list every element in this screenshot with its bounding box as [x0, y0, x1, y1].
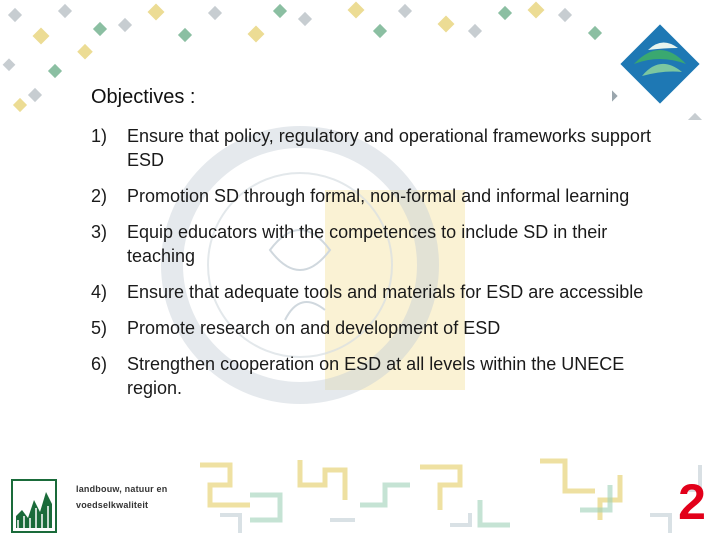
item-text: Promote research on and development of ESD	[127, 318, 501, 338]
list-item	[91, 220, 651, 268]
page-number: 2	[678, 474, 706, 530]
item-number: 1)	[91, 126, 108, 146]
item-number: 5)	[91, 318, 108, 338]
item-text: Promotion SD through formal, non-formal and informal learning	[127, 186, 630, 206]
list-item	[91, 124, 651, 172]
list-item	[91, 184, 651, 208]
list-item	[91, 352, 651, 400]
list-item	[91, 316, 651, 340]
item-text: Ensure that policy, regulatory and operational frameworks support ESD	[127, 126, 651, 170]
item-text: Equip educators with the competences to include SD in their teaching	[127, 222, 608, 266]
ministry-emblem-icon	[10, 478, 58, 534]
list-item	[91, 280, 651, 304]
objectives-list	[91, 124, 651, 400]
ministry-logo	[10, 478, 190, 534]
item-number: 4)	[91, 282, 108, 302]
leaf-emblem-icon	[612, 16, 708, 112]
slide-title: Objectives :	[91, 86, 196, 108]
item-text: Strengthen cooperation on ESD at all levels within the UNECE region.	[127, 354, 625, 398]
ministry-name-line1: landbouw, natuur en	[76, 484, 168, 494]
item-text: Ensure that adequate tools and materials for ESD are accessible	[127, 282, 644, 302]
ministry-name-line2: voedselkwaliteit	[76, 500, 149, 510]
item-number: 3)	[91, 222, 108, 242]
item-number: 6)	[91, 354, 108, 374]
item-number: 2)	[91, 186, 108, 206]
